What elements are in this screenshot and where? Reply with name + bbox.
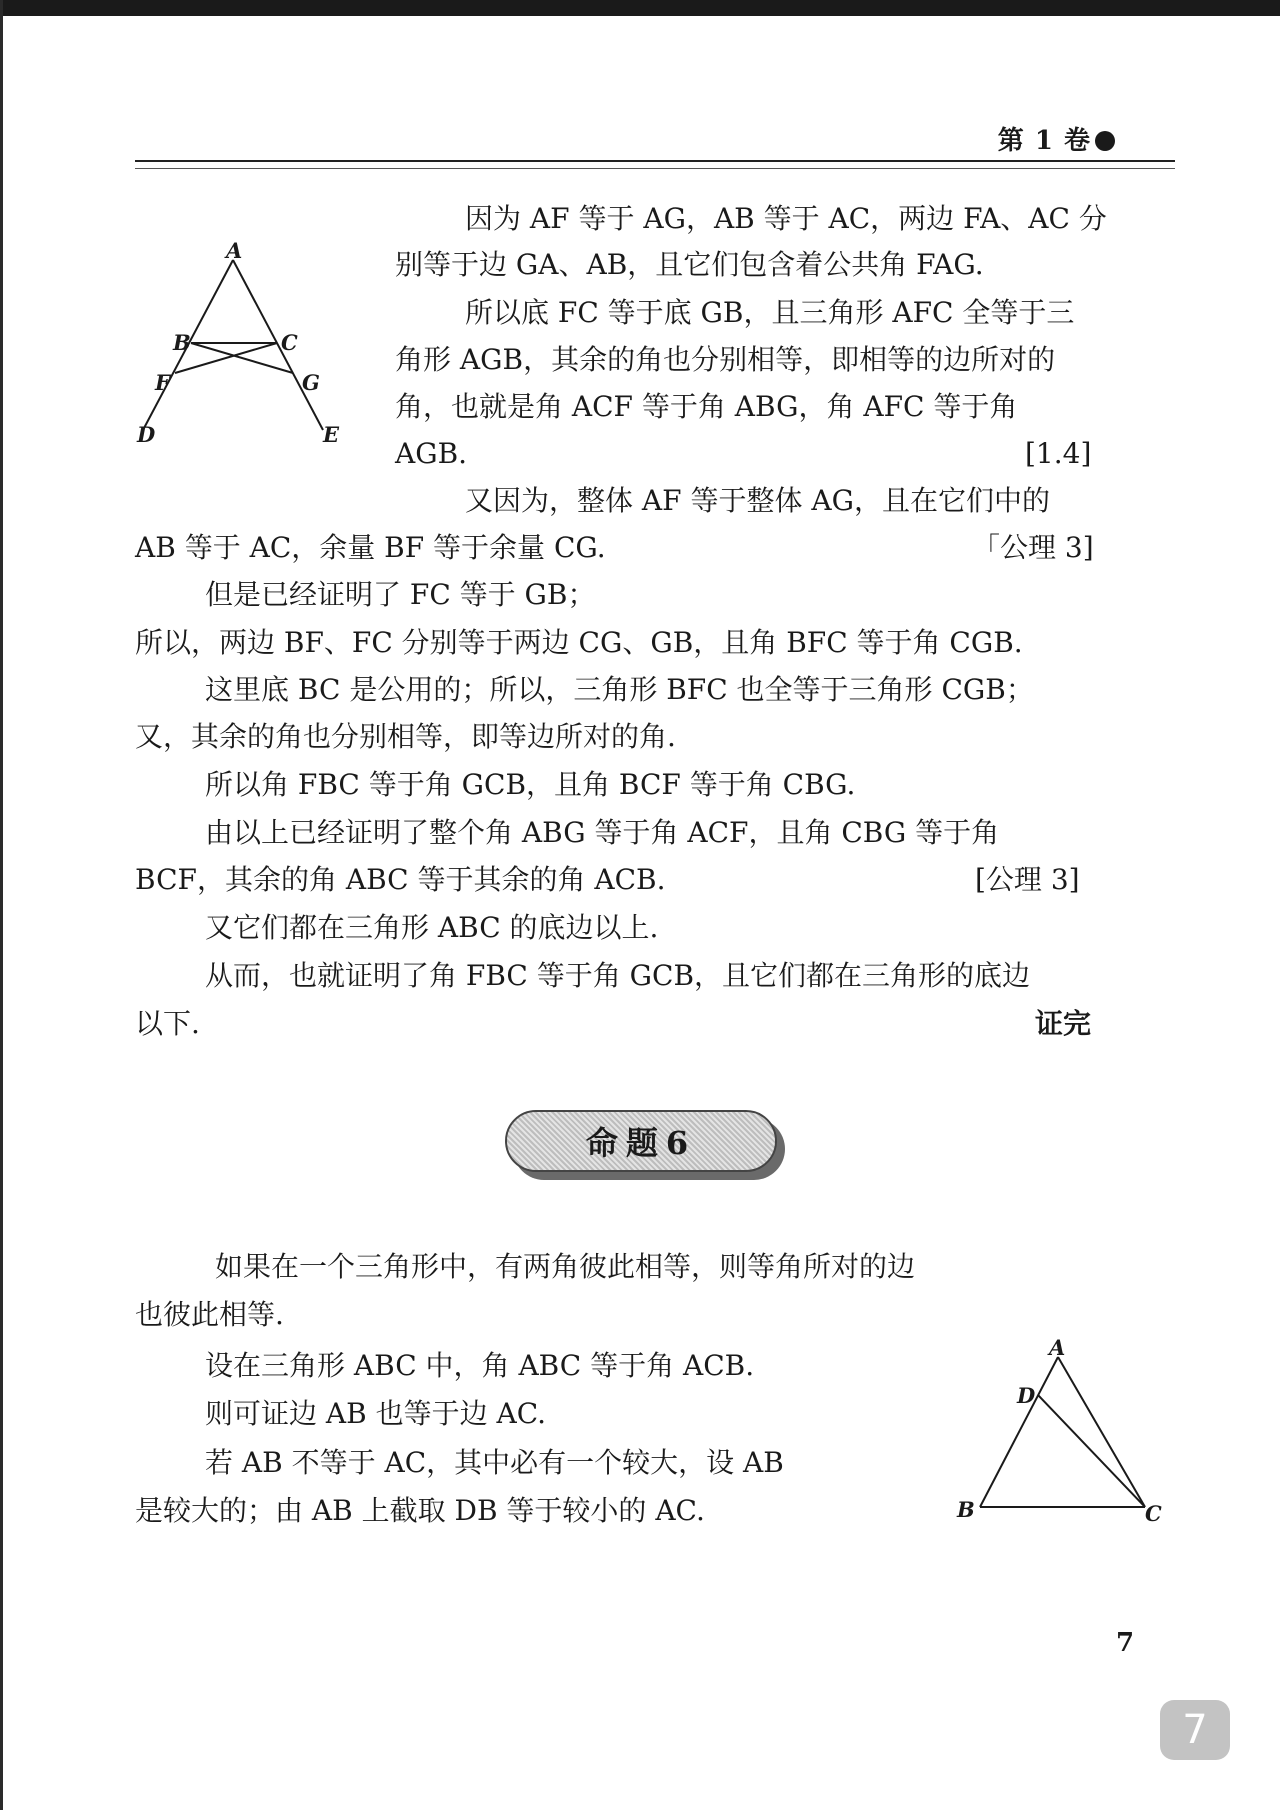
banner-title: 命题6 — [585, 1124, 697, 1162]
label-C: C — [1145, 1501, 1162, 1526]
running-head — [998, 120, 1115, 157]
bullet-icon — [1095, 131, 1115, 151]
label-E: E — [323, 422, 340, 447]
label-B: B — [173, 330, 191, 355]
proof-line: 所以底 FC 等于底 GB，且三角形 AFC 全等于三 — [465, 296, 1075, 329]
label-A: A — [226, 240, 243, 263]
proof-line: 所以角 FBC 等于角 GCB，且角 BCF 等于角 CBG. — [205, 768, 856, 801]
proof-line: 由以上已经证明了整个角 ABG 等于角 ACF，且角 CBG 等于角 — [205, 816, 1000, 849]
proof-line: 所以，两边 BF、FC 分别等于两边 CG、GB，且角 BFC 等于角 CGB. — [135, 626, 1023, 659]
label-F: F — [155, 370, 170, 395]
qed-mark: 证完 — [1035, 1007, 1092, 1040]
running-head-text: 第 1 卷 — [997, 126, 1091, 156]
prop6-line: 是较大的；由 AB 上截取 DB 等于较小的 AC. — [135, 1494, 705, 1527]
proof-line: 这里底 BC 是公用的；所以，三角形 BFC 也全等于三角形 CGB； — [205, 673, 1034, 706]
label-C: C — [281, 330, 298, 355]
reference-note: 「公理 3] — [972, 531, 1094, 564]
page-number: 7 — [1116, 1628, 1135, 1658]
top-border-rule — [0, 0, 1280, 16]
label-G: G — [302, 370, 320, 395]
reference-note: [公理 3] — [975, 863, 1080, 896]
prop6-line: 设在三角形 ABC 中，角 ABC 等于角 ACB. — [205, 1349, 755, 1382]
proof-line: 从而，也就证明了角 FBC 等于角 GCB，且它们都在三角形的底边 — [205, 959, 1031, 992]
proof-line: 又，其余的角也分别相等，即等边所对的角. — [135, 720, 676, 753]
proof-line: 因为 AF 等于 AG，AB 等于 AC，两边 FA、AC 分 — [465, 202, 1107, 235]
prop6-line: 若 AB 不等于 AC，其中必有一个较大，设 AB — [205, 1446, 784, 1479]
proof-line: AGB. — [395, 437, 468, 470]
prop6-line: 则可证边 AB 也等于边 AC. — [205, 1397, 547, 1430]
reference-note: [1.4] — [1025, 437, 1092, 470]
figure-triangle-abc — [945, 1335, 1175, 1535]
label-D: D — [1017, 1383, 1036, 1408]
page-indicator-badge[interactable]: 7 — [1160, 1700, 1230, 1760]
left-page-edge — [0, 0, 3, 1810]
proof-line: 别等于边 GA、AB，且它们包含着公共角 FAG. — [395, 248, 984, 281]
proof-line: BCF，其余的角 ABC 等于其余的角 ACB. — [135, 863, 666, 896]
label-A: A — [1049, 1335, 1066, 1360]
proof-line: 角，也就是角 ACF 等于角 ABG，角 AFC 等于角 — [395, 390, 1018, 423]
proof-line: 又它们都在三角形 ABC 的底边以上. — [205, 911, 659, 944]
label-D: D — [137, 422, 156, 447]
proof-line: 又因为，整体 AF 等于整体 AG，且在它们中的 — [465, 484, 1050, 517]
header-rule-thin — [135, 168, 1175, 169]
proof-line: 但是已经证明了 FC 等于 GB； — [205, 578, 596, 611]
proof-line: 以下. — [135, 1007, 200, 1040]
header-rule — [135, 160, 1175, 162]
proof-line: AB 等于 AC，余量 BF 等于余量 CG. — [135, 531, 606, 564]
proposition-banner — [505, 1110, 787, 1182]
figure-isosceles-extended — [125, 240, 360, 455]
prop6-line: 也彼此相等. — [135, 1298, 284, 1331]
label-B: B — [957, 1497, 975, 1522]
banner-face — [505, 1110, 777, 1172]
prop6-line: 如果在一个三角形中，有两角彼此相等，则等角所对的边 — [215, 1250, 916, 1283]
proof-line: 角形 AGB，其余的角也分别相等，即相等的边所对的 — [395, 343, 1056, 376]
